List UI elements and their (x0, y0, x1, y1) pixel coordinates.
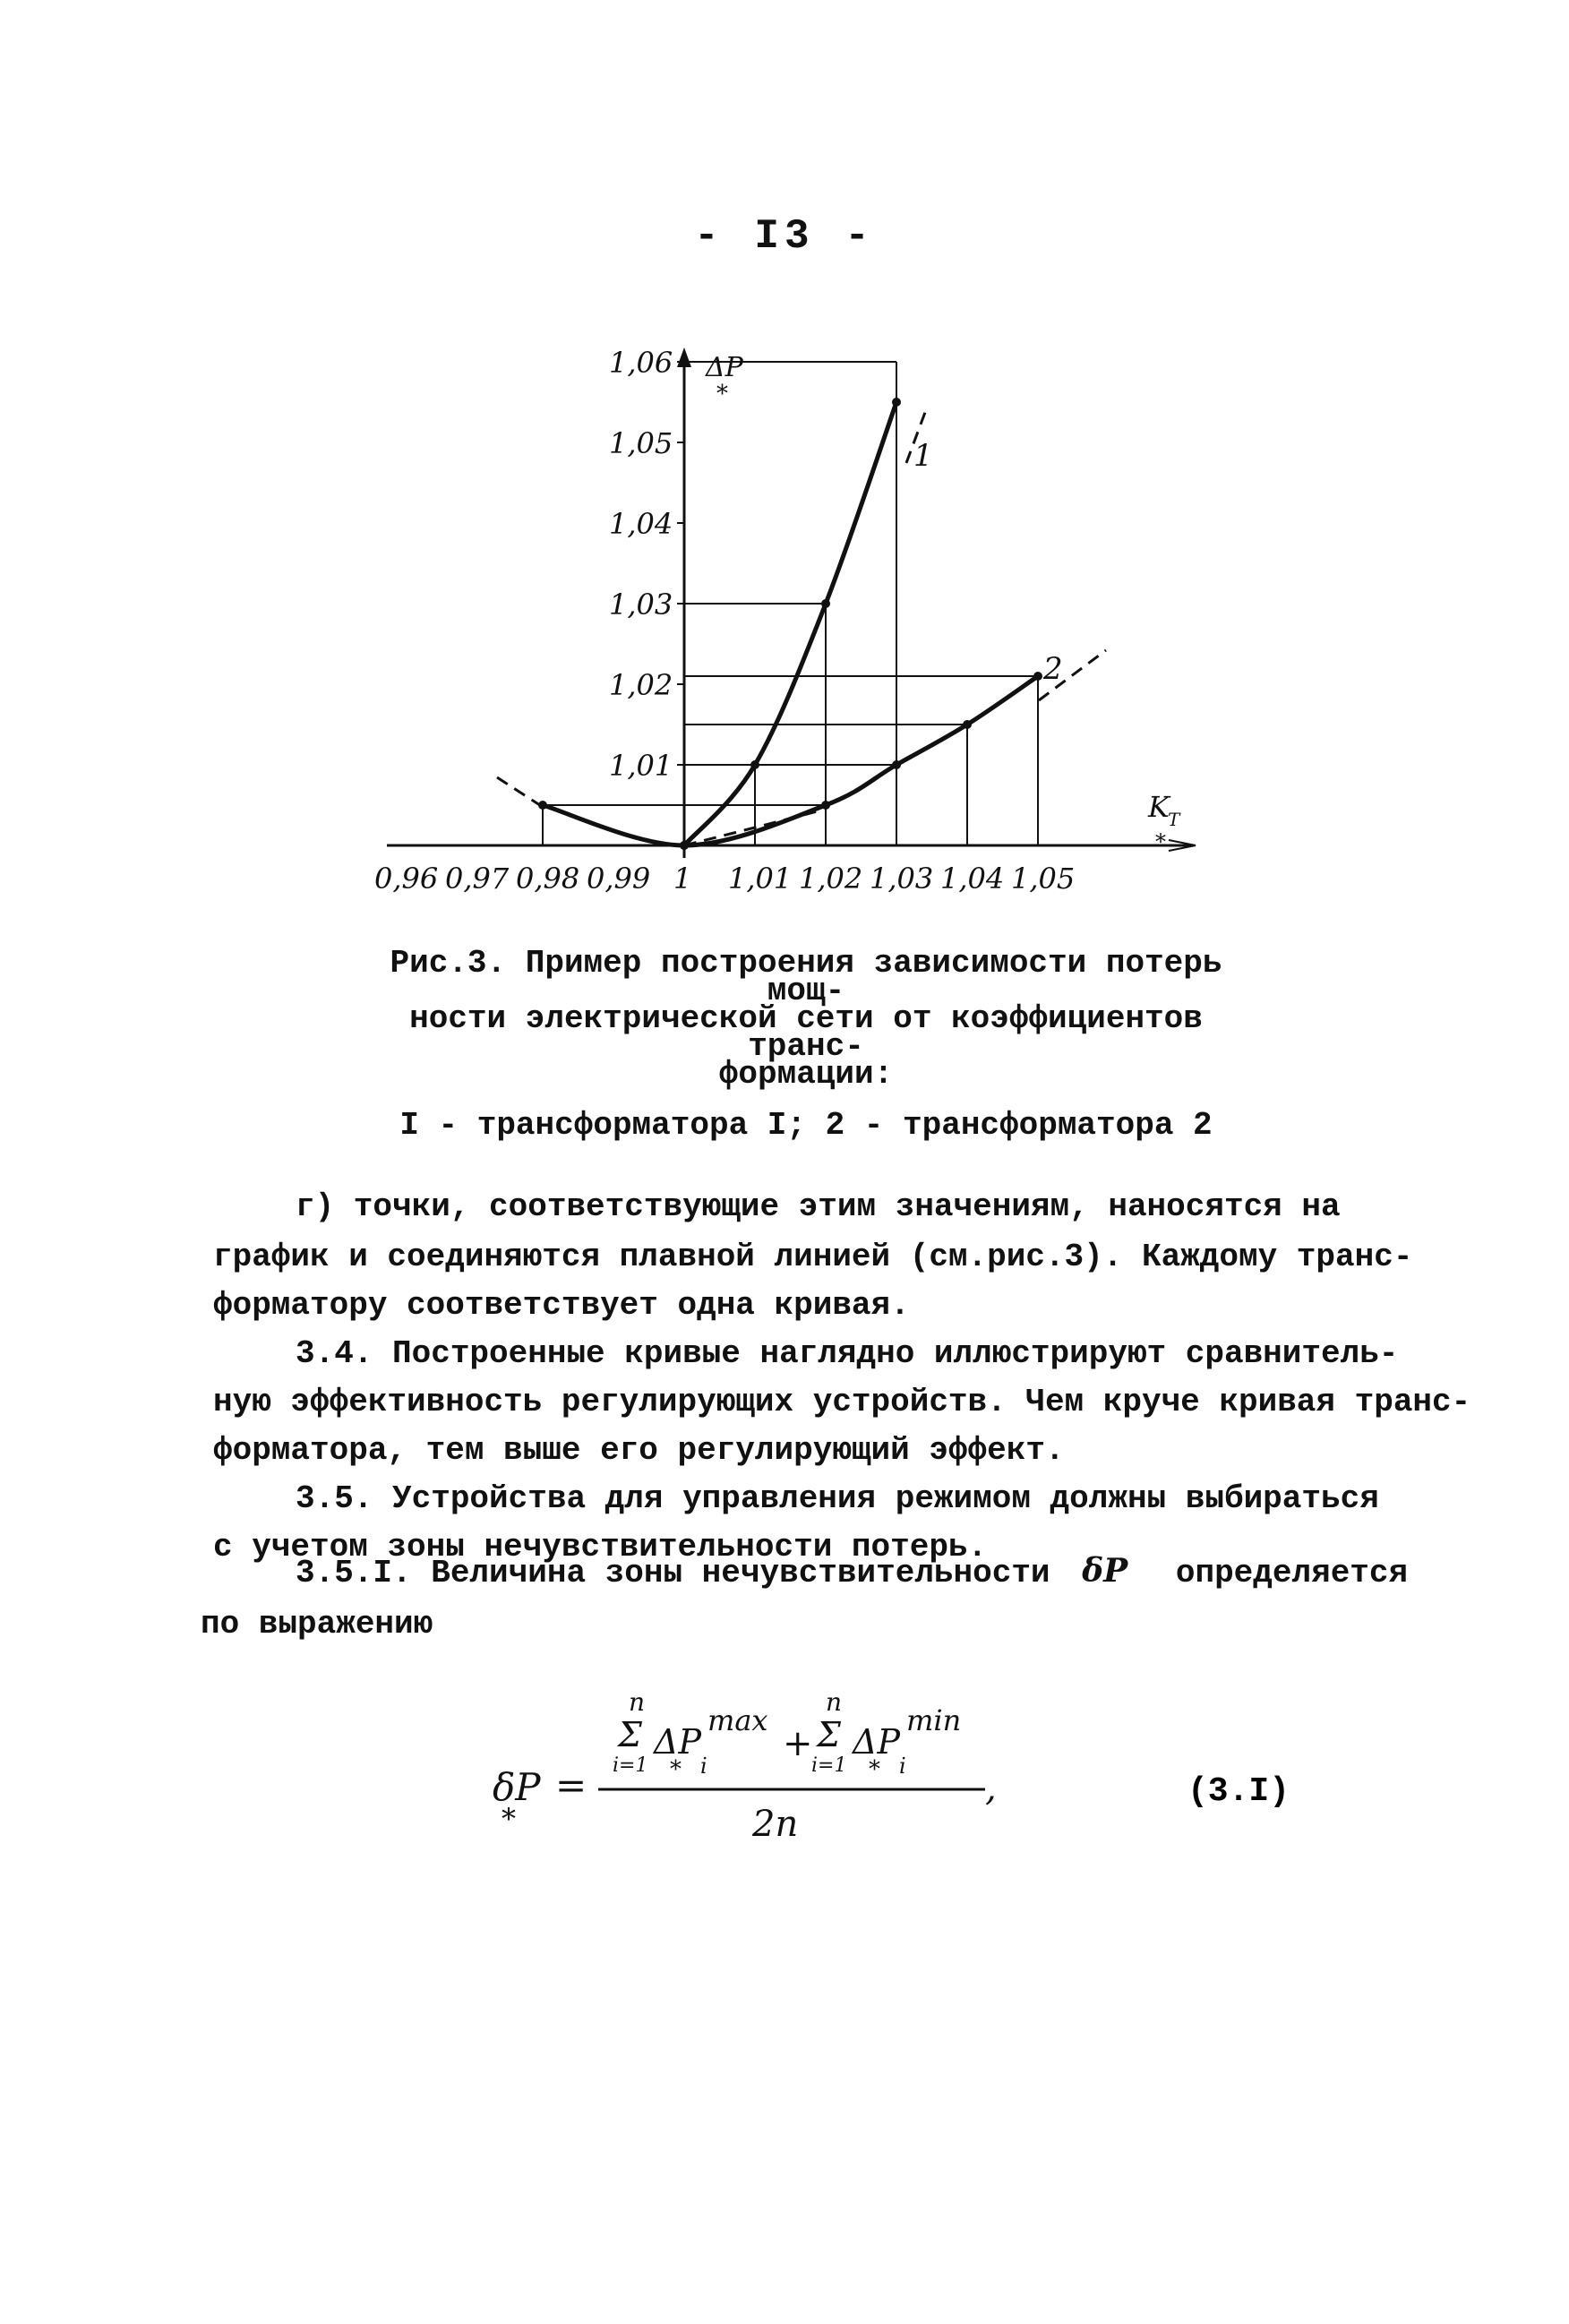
series-2-point-1 (680, 841, 689, 850)
curve-1-line (684, 402, 896, 845)
curve-2-label: 2 (1043, 651, 1063, 687)
caption-line-4: I - трансформатора I; 2 - трансформатора 2 (399, 1107, 1213, 1144)
series-2-point-0 (538, 801, 547, 810)
caption-line-1: Рис.3. Пример построения зависимости потерь мощ- (390, 945, 1222, 1009)
x-tick-label-8: 1,04 (940, 862, 1005, 896)
caption-line-2: ности электрической сети от коэффициентов транс- (409, 1000, 1203, 1065)
sum2-sup-min: min (906, 1703, 962, 1737)
formula-3-1 (0, 1666, 1569, 1934)
series-2-point-4 (963, 720, 972, 729)
formula-number: (3.I) (1187, 1772, 1290, 1811)
sum1-sup-max: max (707, 1703, 768, 1737)
sum2-star: * (869, 1756, 880, 1783)
paragraph-g-line-1: г) точки, соответствующие этим значениям, наносятся на (296, 1188, 1341, 1225)
formula-plus: + (783, 1723, 813, 1764)
delta-p-symbol: δP (1082, 1552, 1128, 1590)
formula-equals: = (555, 1763, 587, 1807)
formula-lhs: δP (493, 1765, 541, 1809)
y-axis-star: * (716, 381, 728, 407)
y-tick-label-1: 1,02 (609, 668, 673, 702)
series-1-point-2 (821, 599, 830, 608)
x-tick-label-1: 0,97 (445, 862, 510, 896)
x-tick-label-2: 0,98 (516, 862, 580, 896)
paragraph-g-line-2: график и соединяются плавной линией (см.рис.3). Каждому транс- (213, 1239, 1413, 1275)
sum1-delta-p: ΔP (654, 1722, 702, 1762)
y-tick-label-4: 1,05 (609, 426, 673, 460)
x-tick-label-6: 1,02 (799, 862, 863, 896)
y-tick-label-2: 1,03 (609, 587, 673, 622)
sum1-from: i=1 (613, 1754, 648, 1777)
x-tick-label-4: 1 (673, 862, 692, 896)
paragraph-3-5-1-line-2: по выражению (201, 1606, 433, 1642)
formula-denominator: 2n (752, 1804, 799, 1845)
paragraph-g-line-3: форматору соответствует одна кривая. (213, 1287, 910, 1324)
paragraph-3-5-1-text-b: определяется (1175, 1555, 1409, 1591)
paragraph-3-5-1-line-1 (296, 1548, 1408, 1597)
sum2-from: i=1 (811, 1754, 847, 1777)
paragraph-3-5-line-1: 3.5. Устройства для управления режимом должны выбираться (296, 1480, 1379, 1517)
loss-chart (0, 0, 1569, 949)
x-tick-label-7: 1,03 (870, 862, 934, 896)
x-axis-star: * (1155, 829, 1166, 854)
series-2-point-3 (892, 760, 901, 769)
caption-line-3: формации: (718, 1056, 894, 1093)
sum1-sub-i: i (700, 1754, 707, 1779)
y-tick-label-3: 1,04 (609, 507, 673, 541)
paragraph-3-4-line-2: ную эффективность регулирующих устройств. Чем круче кривая транс- (213, 1384, 1471, 1420)
x-tick-label-0: 0,96 (374, 862, 439, 896)
paragraph-3-4-line-1: 3.4. Построенные кривые наглядно иллюстрируют сравнитель- (296, 1335, 1399, 1372)
series-2-point-5 (1033, 672, 1042, 681)
formula-lhs-star: * (502, 1802, 516, 1836)
sum2-n: n (826, 1687, 843, 1717)
x-tick-label-3: 0,99 (587, 862, 651, 896)
sum2-sub-i: i (899, 1754, 906, 1779)
x-axis-label: K (1148, 790, 1170, 824)
paragraph-3-5-1-text-a: 3.5.I. Величина зоны нечувствительности (296, 1555, 1050, 1591)
figure-caption (358, 945, 1254, 1144)
y-axis-label: ΔP (706, 352, 743, 383)
formula-comma: , (985, 1768, 997, 1809)
series-1-point-3 (892, 398, 901, 407)
sum1-star: * (670, 1756, 682, 1783)
sum2-delta-p: ΔP (853, 1722, 901, 1762)
paragraph-3-5-line-2: с учетом зоны нечувствительности потерь. (213, 1529, 988, 1565)
sum1-sigma: Σ (618, 1715, 642, 1754)
paragraph-3-4-line-3: форматора, тем выше его регулирующий эффект. (213, 1432, 1065, 1469)
sum2-sigma: Σ (817, 1715, 841, 1754)
page-number: - I3 - (694, 213, 875, 260)
series-2-point-2 (821, 801, 830, 810)
series-1-point-1 (750, 760, 759, 769)
sum1-n: n (629, 1687, 646, 1717)
y-tick-label-5: 1,06 (609, 346, 673, 380)
y-tick-label-0: 1,01 (609, 749, 673, 783)
x-axis-label-sub: T (1168, 809, 1180, 830)
y-axis-arrow (677, 347, 691, 367)
x-tick-label-5: 1,01 (728, 862, 793, 896)
curve-1-label: 1 (913, 438, 933, 474)
x-tick-label-9: 1,05 (1011, 862, 1076, 896)
